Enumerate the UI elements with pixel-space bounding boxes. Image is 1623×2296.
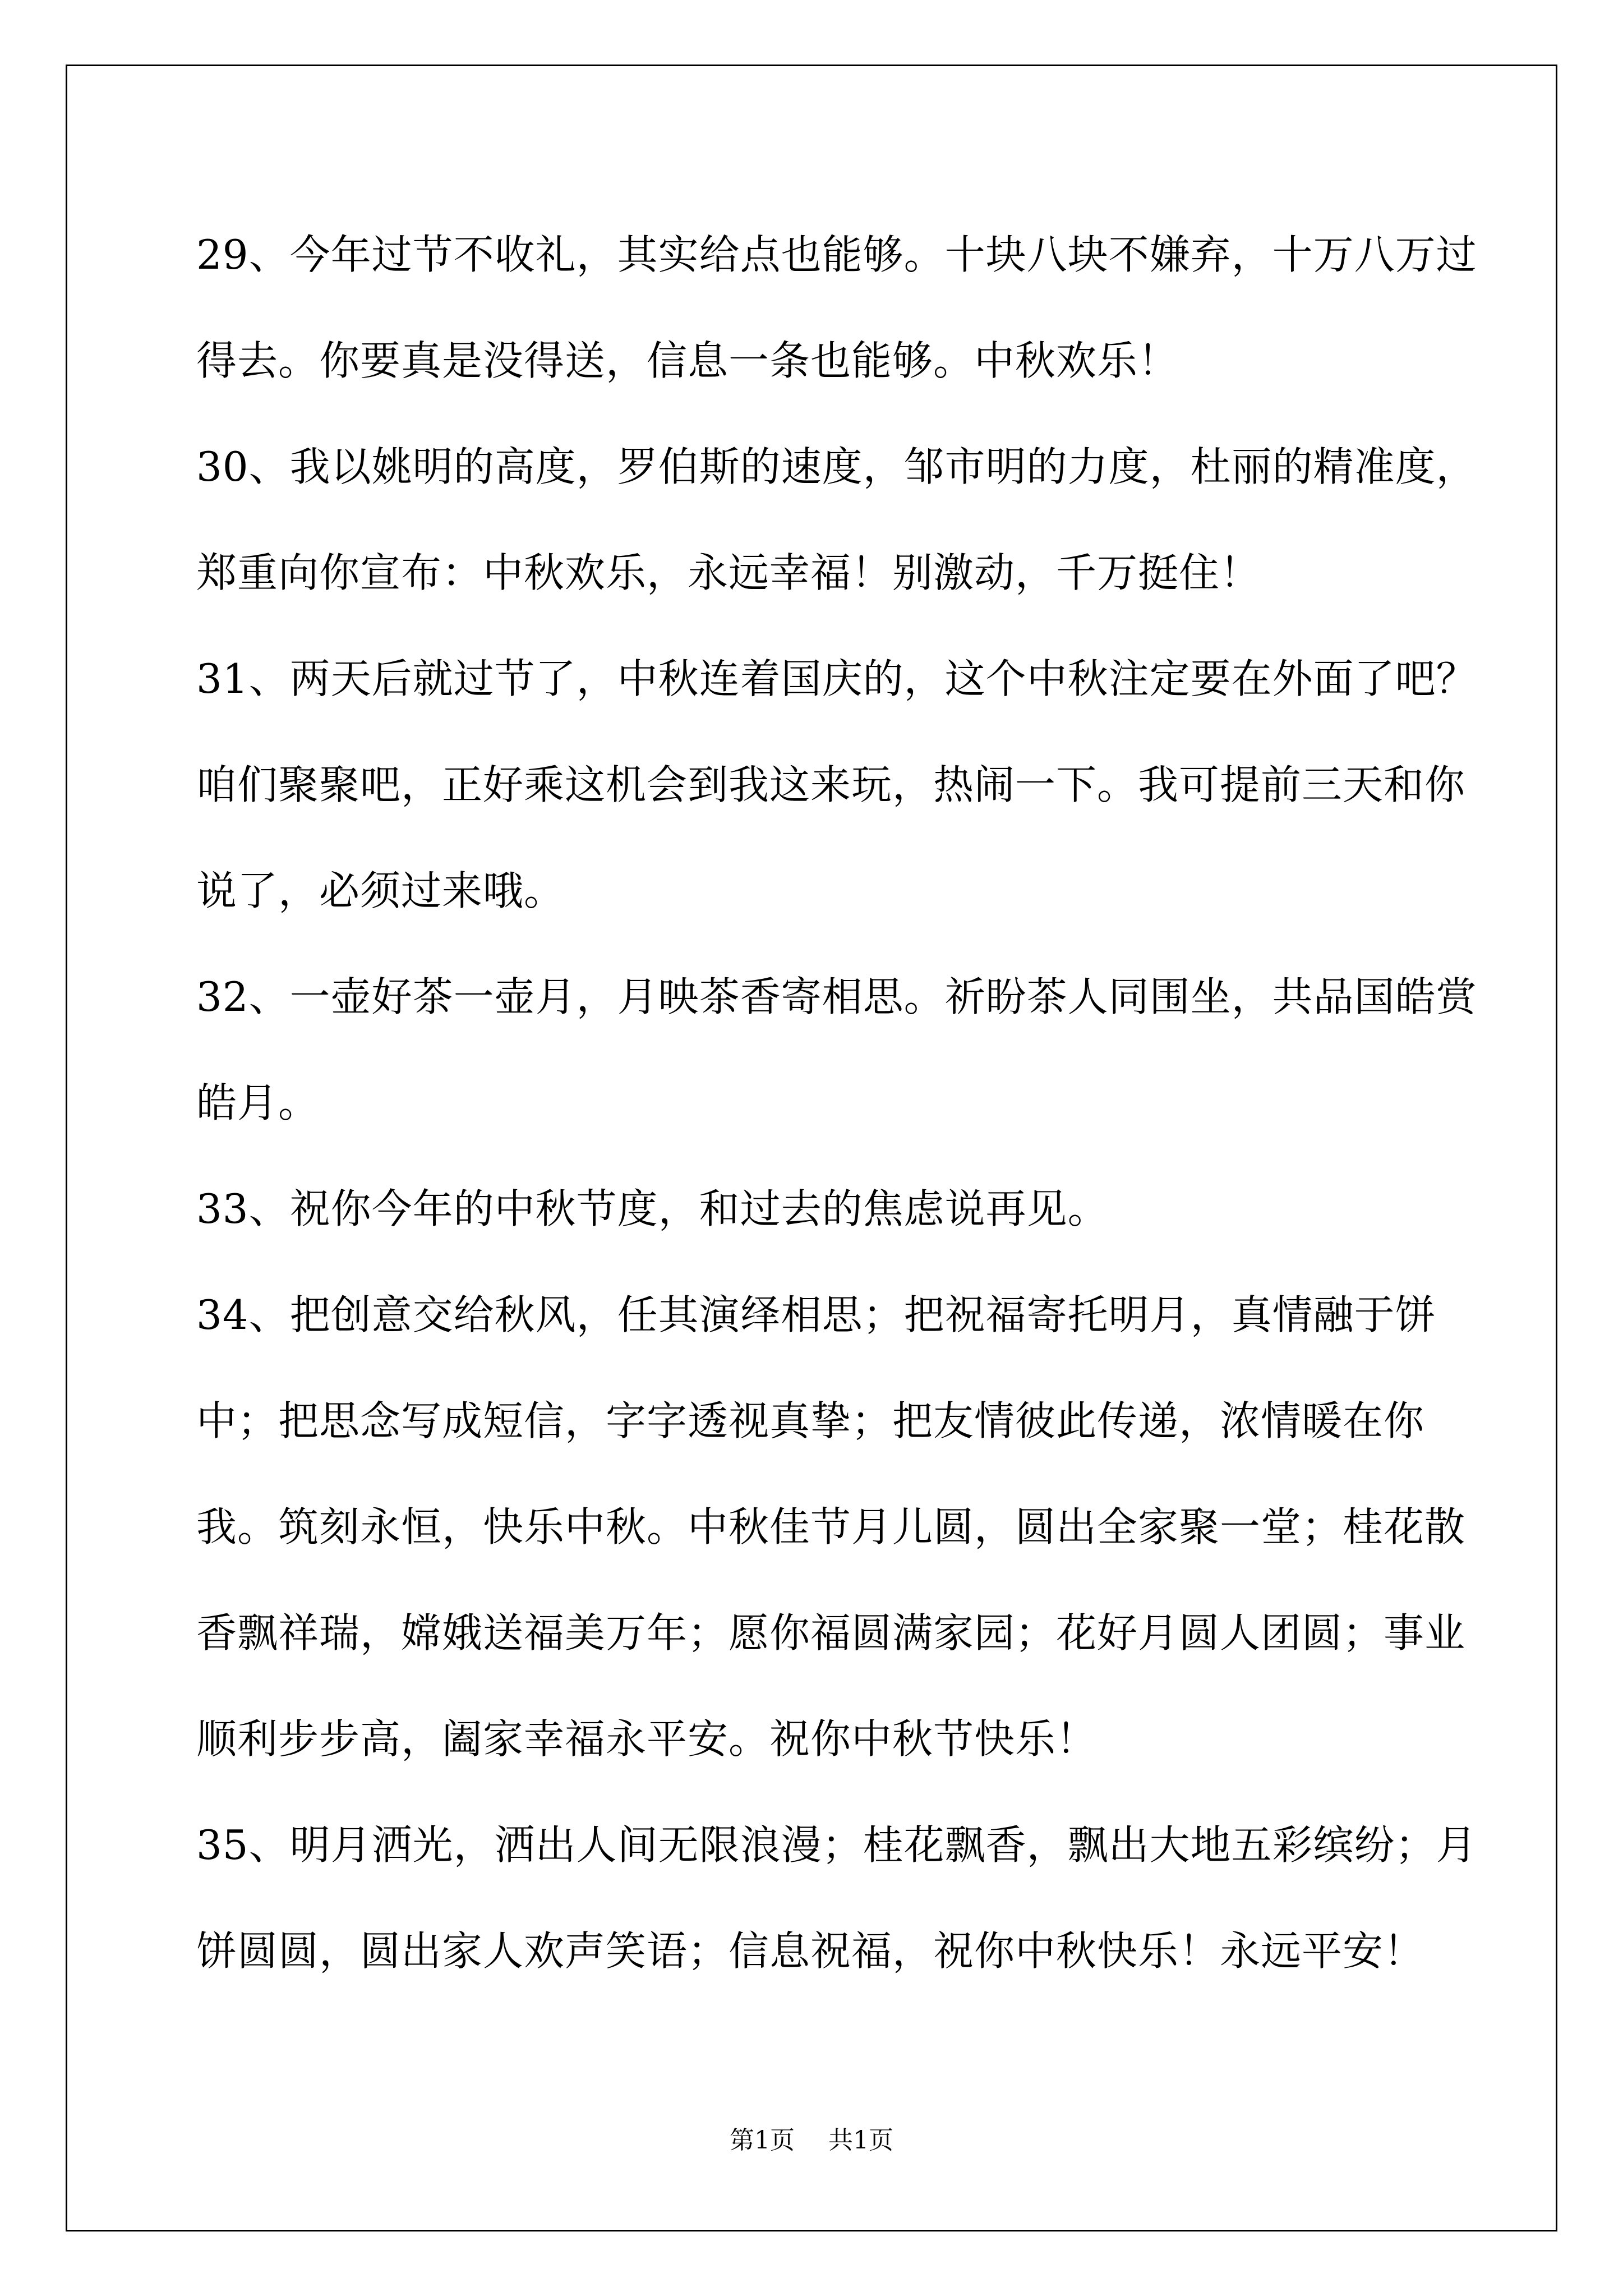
paragraph-29: 29、今年过节不收礼，其实给点也能够。十块八块不嫌弃，十万八万过得去。你要真是没得送，信息一条也能够。中秋欢乐！ bbox=[196, 231, 1477, 384]
paragraph-31: 31、两天后就过节了，中秋连着国庆的，这个中秋注定要在外面了吧？咱们聚聚吧，正好乘这机会到我这来玩，热闹一下。我可提前三天和你说了，必须过来哦。 bbox=[196, 655, 1477, 914]
paragraph-33: 33、祝你今年的中秋节度，和过去的焦虑说再见。 bbox=[196, 1185, 1109, 1232]
paragraph-35: 35、明月洒光，洒出人间无限浪漫；桂花飘香，飘出大地五彩缤纷；月饼圆圆，圆出家人欢声笑语；信息祝福，祝你中秋快乐！永远平安！ bbox=[196, 1821, 1477, 1975]
page-number: 第1页 bbox=[730, 2126, 795, 2155]
page-footer bbox=[0, 2124, 1623, 2157]
document-body bbox=[196, 202, 1481, 2004]
paragraph-30: 30、我以姚明的高度，罗伯斯的速度，邹市明的力度，杜丽的精准度，郑重向你宣布：中秋欢乐，永远幸福！别激动，千万挺住！ bbox=[196, 443, 1477, 596]
page-total: 共1页 bbox=[828, 2126, 893, 2155]
paragraph-34: 34、把创意交给秋风，任其演绎相思；把祝福寄托明月，真情融于饼中；把思念写成短信，字字透视真挚；把友情彼此传递，浓情暖在你我。筑刻永恒，快乐中秋。中秋佳节月儿圆，圆出全家聚一堂；桂花散香飘祥瑞，嫦娥送福美万年；愿你福圆满家园；花好月圆人团圆；事业顺利步步高，阖家幸福永平安。祝你中秋节快乐！ bbox=[196, 1291, 1466, 1763]
paragraph-32: 32、一壶好茶一壶月，月映茶香寄相思。祈盼茶人同围坐，共品国皓赏皓月。 bbox=[196, 973, 1477, 1126]
